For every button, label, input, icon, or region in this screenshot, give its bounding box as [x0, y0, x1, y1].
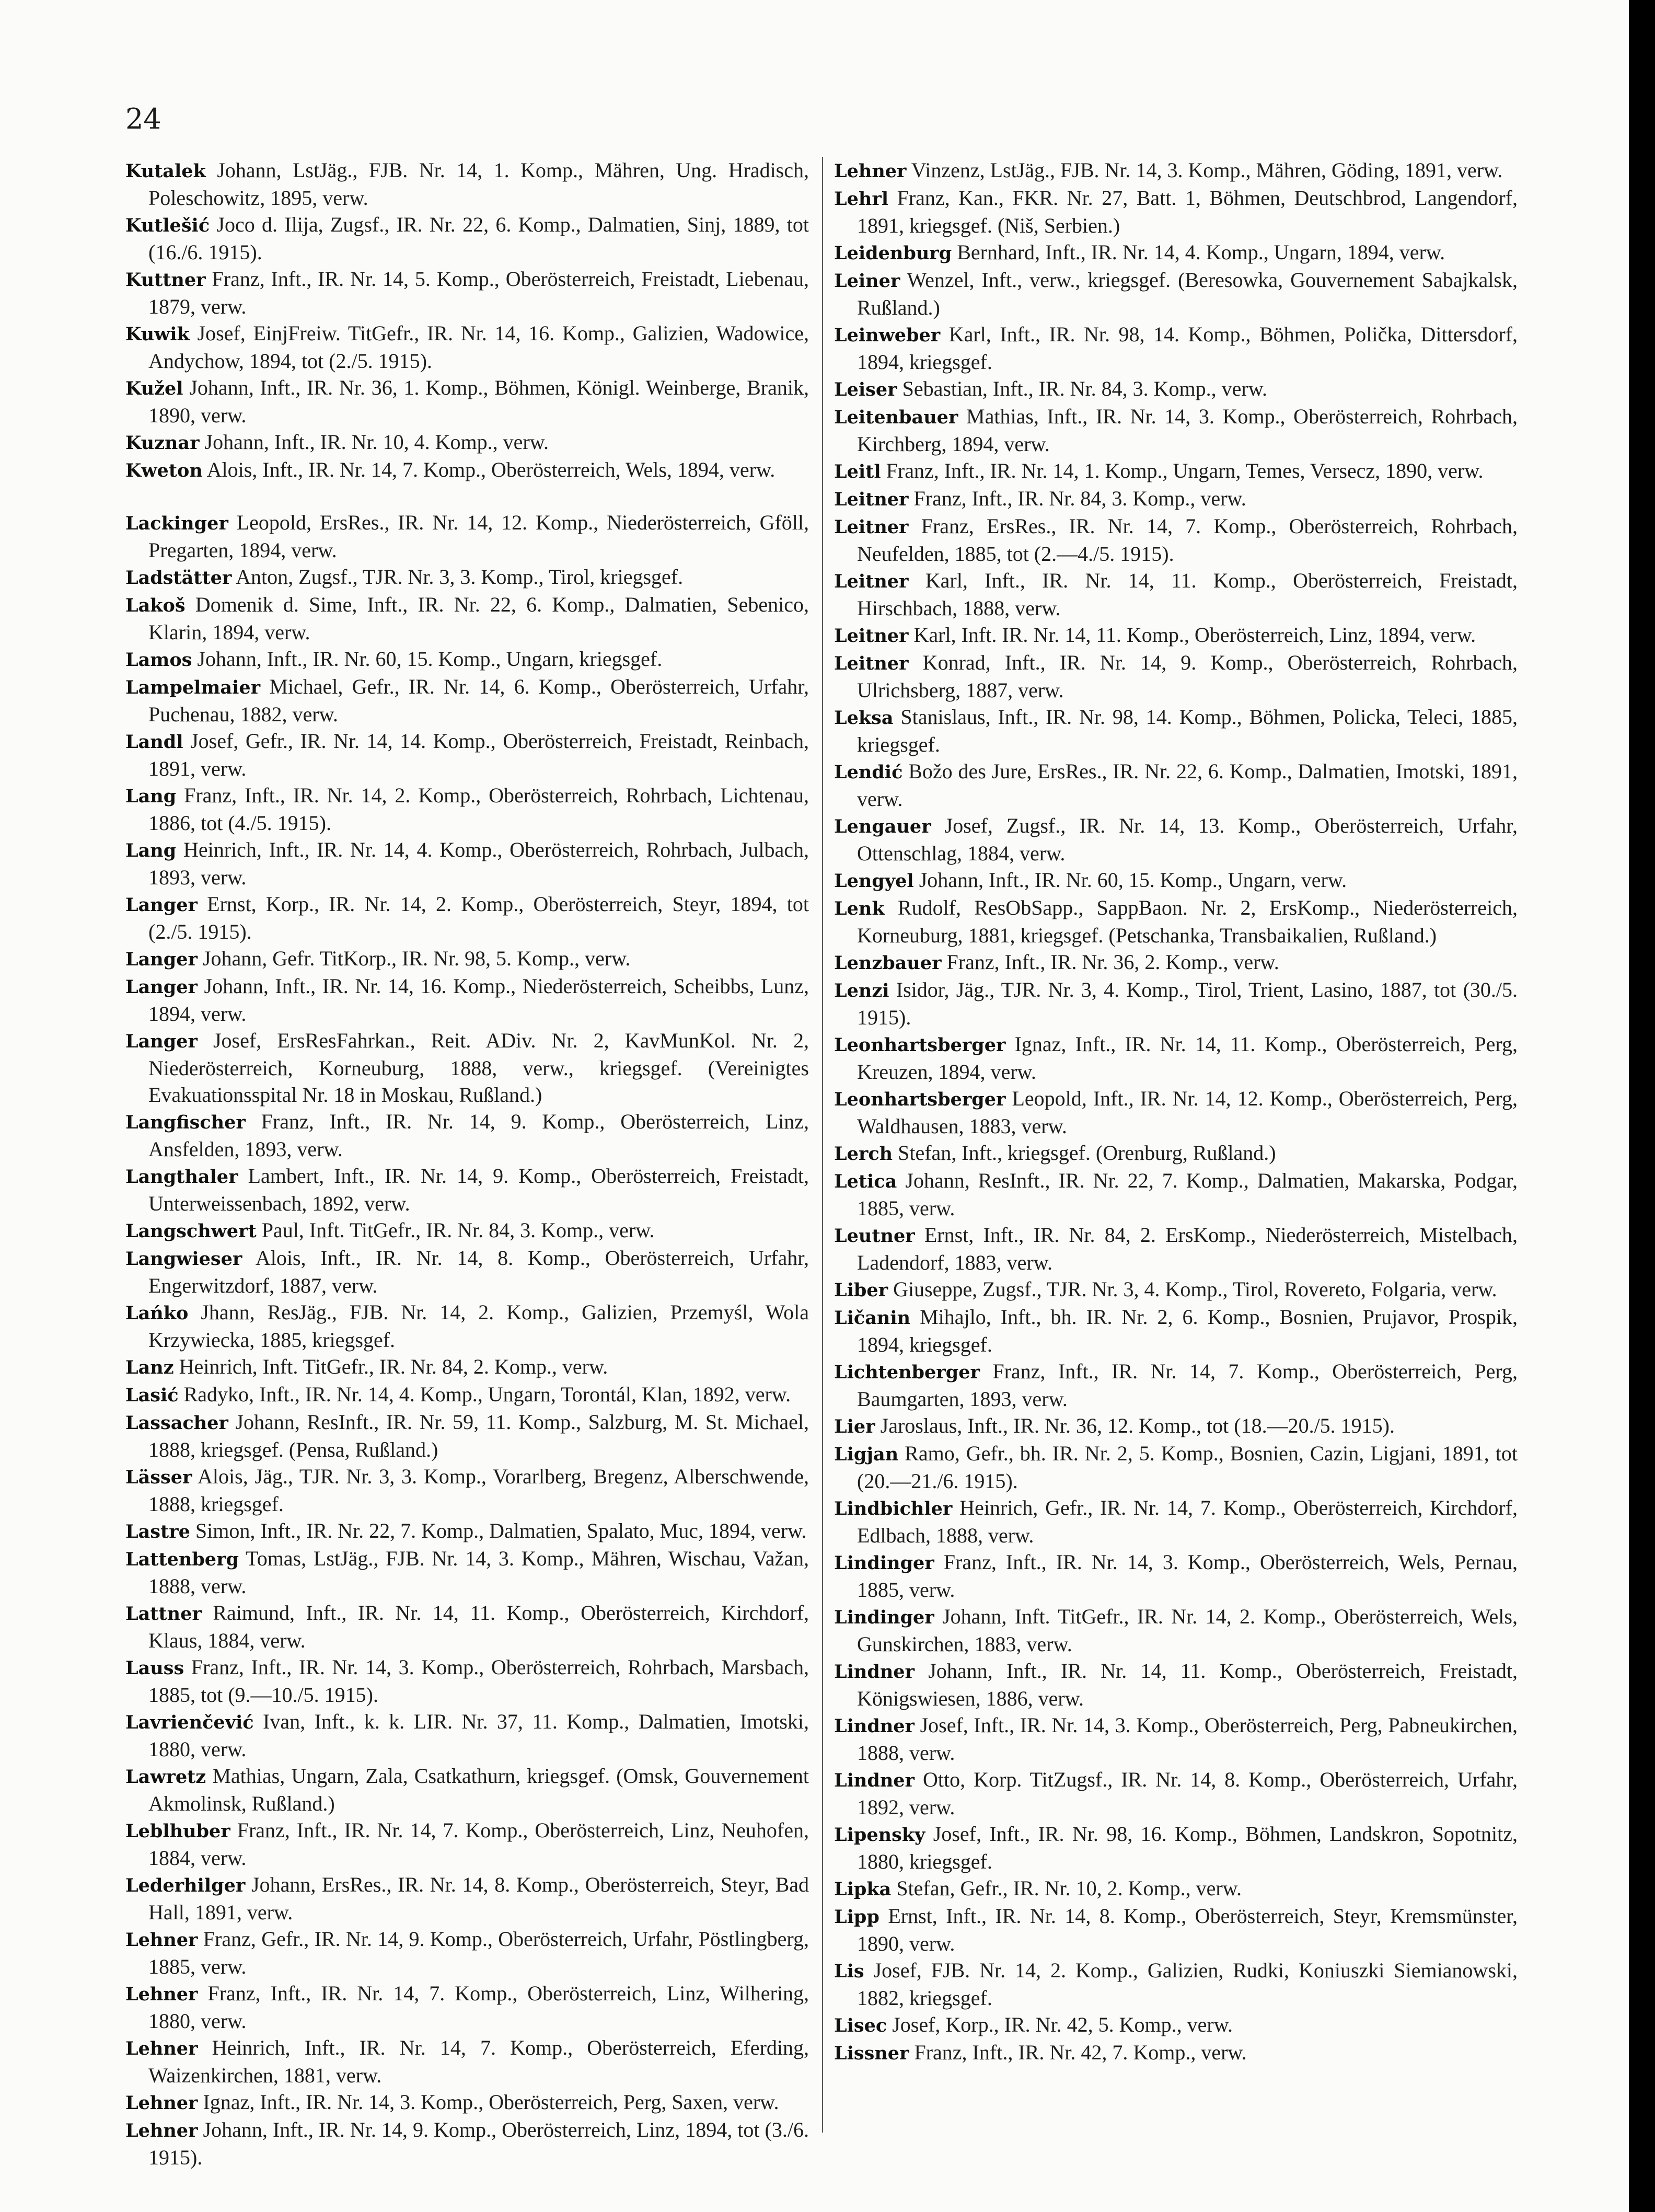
entry-details: Franz, Inft., IR. Nr. 14, 3. Komp., Oberösterreich, Rohrbach, Marsbach, 1885, tot (9.—10./5. 1915).	[148, 1655, 809, 1707]
entry-surname: Lindner	[834, 1661, 915, 1683]
entry-details: Karl, Inft., IR. Nr. 98, 14. Komp., Böhmen, Polička, Dittersdorf, 1894, kriegsgef.	[857, 322, 1518, 374]
entry-details: Lambert, Inft., IR. Nr. 14, 9. Komp., Oberösterreich, Freistadt, Unterweissenbach, 1892, verw.	[148, 1164, 809, 1215]
entry-surname: Lipp	[834, 1906, 879, 1928]
entry-details: Johann, Inft., IR. Nr. 14, 16. Komp., Niederösterreich, Scheibbs, Lunz, 1894, verw.	[148, 974, 809, 1026]
entry-details: Vinzenz, LstJäg., FJB. Nr. 14, 3. Komp., Mähren, Göding, 1891, verw.	[906, 158, 1503, 182]
entry-details: Franz, Inft., IR. Nr. 14, 7. Komp., Oberösterreich, Linz, Neuhofen, 1884, verw.	[148, 1818, 809, 1870]
entry-surname: Lindinger	[834, 1607, 934, 1628]
casualty-entry	[834, 758, 1518, 812]
casualty-entry	[125, 1817, 809, 1871]
entry-surname: Leblhuber	[125, 1821, 230, 1842]
entry-details: Michael, Gefr., IR. Nr. 14, 6. Komp., Oberösterreich, Urfahr, Puchenau, 1882, verw.	[148, 675, 809, 726]
casualty-entry	[125, 2034, 809, 2089]
casualty-entry	[125, 266, 809, 320]
entry-details: Jaroslaus, Inft., IR. Nr. 36, 12. Komp., tot (18.—20./5. 1915).	[875, 1414, 1395, 1437]
entry-surname: Kužel	[125, 378, 183, 399]
entry-details: Josef, ErsResFahrkan., Reit. ADiv. Nr. 2, KavMunKol. Nr. 2, Niederösterreich, Korneuburg, 1888, verw., kriegsgef. (Vereinigtes Evakuationsspital Nr. 18 in Moskau, Rußland.)	[148, 1029, 809, 1107]
entry-details: Johann, ResInft., IR. Nr. 22, 7. Komp., Dalmatien, Makarska, Podgar, 1885, verw.	[857, 1169, 1518, 1220]
entry-details: Franz, Inft., IR. Nr. 14, 3. Komp., Oberösterreich, Wels, Pernau, 1885, verw.	[857, 1550, 1518, 1602]
casualty-entry	[125, 1299, 809, 1353]
casualty-entry	[125, 945, 809, 973]
casualty-entry	[125, 1708, 809, 1762]
entry-details: Isidor, Jäg., TJR. Nr. 3, 4. Komp., Tirol, Trient, Lasino, 1887, tot (30./5. 1915).	[857, 978, 1518, 1029]
entry-surname: Langwieser	[125, 1248, 242, 1270]
entry-surname: Lisec	[834, 2015, 887, 2036]
entry-surname: Lier	[834, 1416, 875, 1437]
casualty-entry	[834, 1031, 1518, 1085]
entry-details: Josef, Korp., IR. Nr. 42, 5. Komp., verw.	[887, 2013, 1233, 2036]
casualty-entry	[125, 2089, 809, 2116]
entry-surname: Kutalek	[125, 160, 206, 182]
entry-surname: Lehner	[125, 2120, 198, 2141]
casualty-entry	[834, 1875, 1518, 1903]
entry-surname: Lis	[834, 1961, 864, 1982]
entry-details: Stanislaus, Inft., IR. Nr. 98, 14. Komp., Böhmen, Policka, Teleci, 1885, kriegsgef.	[857, 705, 1518, 756]
entry-surname: Lamos	[125, 649, 192, 671]
casualty-entry	[125, 211, 809, 266]
entry-surname: Lehner	[125, 2038, 198, 2059]
casualty-entry	[834, 1139, 1518, 1167]
casualty-entry	[125, 973, 809, 1027]
entry-surname: Lederhilger	[125, 1875, 246, 1896]
entry-surname: Leitner	[834, 653, 909, 674]
casualty-entry	[125, 1108, 809, 1162]
entry-surname: Leitner	[834, 625, 909, 647]
casualty-entry	[834, 1821, 1518, 1875]
entry-surname: Lindner	[834, 1770, 915, 1791]
entry-details: Josef, Inft., IR. Nr. 14, 3. Komp., Oberösterreich, Perg, Pabneukirchen, 1888, verw.	[857, 1713, 1518, 1765]
entry-details: Josef, Zugsf., IR. Nr. 14, 13. Komp., Oberösterreich, Urfahr, Ottenschlag, 1884, verw.	[857, 814, 1518, 865]
entry-surname: Lastre	[125, 1521, 190, 1542]
entry-surname: Langer	[125, 1031, 198, 1052]
entry-surname: Ligjan	[834, 1444, 899, 1465]
entry-details: Johann, Gefr. TitKorp., IR. Nr. 98, 5. Komp., verw.	[197, 947, 631, 970]
entry-surname: Langthaler	[125, 1166, 238, 1188]
entry-details: Ernst, Inft., IR. Nr. 14, 8. Komp., Oberösterreich, Steyr, Kremsmünster, 1890, verw.	[857, 1904, 1518, 1955]
casualty-entry	[125, 673, 809, 728]
casualty-entry	[125, 1217, 809, 1245]
entry-surname: Lenzi	[834, 980, 889, 1001]
casualty-entry	[834, 812, 1518, 867]
entry-details: Johann, Inft., IR. Nr. 14, 11. Komp., Oberösterreich, Freistadt, Königswiesen, 1886, verw.	[857, 1659, 1518, 1710]
casualty-entry	[834, 649, 1518, 704]
casualty-entry	[834, 949, 1518, 976]
entry-surname: Lehner	[834, 160, 907, 182]
entry-details: Johann, LstJäg., FJB. Nr. 14, 1. Komp., Mähren, Ung. Hradisch, Poleschowitz, 1895, verw.	[148, 158, 809, 210]
entry-details: Ignaz, Inft., IR. Nr. 14, 11. Komp., Oberösterreich, Perg, Kreuzen, 1894, verw.	[857, 1032, 1518, 1084]
casualty-entry	[834, 1549, 1518, 1603]
casualty-entry	[834, 267, 1518, 321]
casualty-entry	[834, 157, 1518, 185]
left-column	[125, 157, 809, 2171]
entry-details: Johann, Inft., IR. Nr. 60, 15. Komp., Ungarn, verw.	[913, 868, 1347, 892]
entry-surname: Lengyel	[834, 870, 914, 892]
entry-surname: Leksa	[834, 707, 894, 729]
entry-surname: Lissner	[834, 2043, 909, 2064]
casualty-entry	[834, 1957, 1518, 2011]
entry-details: Franz, Inft., IR. Nr. 14, 9. Komp., Oberösterreich, Linz, Ansfelden, 1893, verw.	[148, 1110, 809, 1161]
casualty-entry	[834, 1222, 1518, 1276]
entry-details: Alois, Jäg., TJR. Nr. 3, 3. Komp., Vorarlberg, Bregenz, Alberschwende, 1888, kriegsgef.	[148, 1465, 809, 1516]
entry-surname: Lenk	[834, 898, 885, 919]
entry-details: Wenzel, Inft., verw., kriegsgef. (Beresowka, Gouvernement Sabajkalsk, Rußland.)	[857, 268, 1518, 319]
entry-surname: Lehrl	[834, 188, 889, 210]
entry-surname: Lindinger	[834, 1552, 934, 1574]
casualty-entry	[834, 1440, 1518, 1494]
entry-surname: Lindner	[834, 1715, 915, 1737]
entry-details: Raimund, Inft., IR. Nr. 14, 11. Komp., Oberösterreich, Kirchdorf, Klaus, 1884, verw.	[148, 1601, 809, 1652]
entry-surname: Lerch	[834, 1143, 893, 1165]
entry-details: Rudolf, ResObSapp., SappBaon. Nr. 2, ErsKomp., Niederösterreich, Korneuburg, 1881, kriegsgef. (Petschanka, Transbaikalien, Rußland.)	[857, 896, 1518, 947]
entry-surname: Lichtenberger	[834, 1362, 980, 1383]
entry-surname: Kuttner	[125, 269, 206, 291]
entry-surname: Lengauer	[834, 816, 931, 837]
entry-surname: Leitner	[834, 489, 909, 510]
entry-details: Franz, Kan., FKR. Nr. 27, Batt. 1, Böhmen, Deutschbrod, Langendorf, 1891, kriegsgef. (Niš, Serbien.)	[857, 186, 1518, 237]
casualty-entry	[834, 1276, 1518, 1304]
entry-surname: Lavrienčević	[125, 1712, 254, 1733]
casualty-entry	[834, 621, 1518, 649]
casualty-entry	[125, 1545, 809, 1599]
casualty-entry	[125, 456, 809, 484]
casualty-entry	[125, 1162, 809, 1217]
casualty-entry	[834, 704, 1518, 758]
entry-details: Josef, Gefr., IR. Nr. 14, 14. Komp., Oberösterreich, Freistadt, Reinbach, 1891, verw.	[148, 729, 809, 780]
entry-surname: Lang	[125, 786, 177, 807]
entry-surname: Kutlešić	[125, 215, 210, 236]
casualty-entry	[125, 1517, 809, 1545]
casualty-entry	[125, 1353, 809, 1381]
entry-details: Konrad, Inft., IR. Nr. 14, 9. Komp., Oberösterreich, Rohrbach, Ulrichsberg, 1887, verw.	[857, 651, 1518, 702]
entry-details: Franz, Inft., IR. Nr. 36, 2. Komp., verw.	[941, 950, 1279, 974]
entry-surname: Leitner	[834, 571, 909, 592]
page-number: 24	[125, 102, 161, 135]
entry-details: Alois, Inft., IR. Nr. 14, 8. Komp., Oberösterreich, Urfahr, Engerwitzdorf, 1887, verw.	[148, 1246, 809, 1297]
entry-details: Franz, Inft., IR. Nr. 14, 2. Komp., Oberösterreich, Rohrbach, Lichtenau, 1886, tot (4./5. 1915).	[148, 784, 809, 835]
entry-details: Simon, Inft., IR. Nr. 22, 7. Komp., Dalmatien, Spalato, Muc, 1894, verw.	[190, 1519, 807, 1542]
entry-surname: Lasić	[125, 1385, 179, 1406]
scan-border	[1629, 0, 1655, 2212]
entry-details: Karl, Inft. IR. Nr. 14, 11. Komp., Oberösterreich, Linz, 1894, verw.	[908, 623, 1476, 647]
casualty-entry	[125, 728, 809, 782]
entry-surname: Langer	[125, 949, 198, 970]
entry-details: Karl, Inft., IR. Nr. 14, 11. Komp., Oberösterreich, Freistadt, Hirschbach, 1888, verw.	[857, 569, 1518, 620]
entry-details: Joco d. Ilija, Zugsf., IR. Nr. 22, 6. Komp., Dalmatien, Sinj, 1889, tot (16./6. 1915).	[148, 213, 809, 264]
casualty-entry	[125, 1409, 809, 1463]
casualty-entry	[125, 157, 809, 211]
entry-surname: Leinweber	[834, 325, 941, 346]
column-divider	[822, 157, 823, 2133]
casualty-entry	[834, 375, 1518, 403]
casualty-entry	[125, 1027, 809, 1108]
entry-details: Johann, Inft., IR. Nr. 36, 1. Komp., Böhmen, Königl. Weinberge, Branik, 1890, verw.	[148, 376, 809, 427]
casualty-entry	[125, 1654, 809, 1708]
entry-surname: Leiner	[834, 270, 900, 292]
entry-surname: Lindbichler	[834, 1498, 953, 1519]
casualty-entry	[125, 1762, 809, 1817]
casualty-entry	[834, 976, 1518, 1031]
casualty-entry	[125, 1926, 809, 1980]
entry-surname: Lendić	[834, 762, 903, 783]
entry-surname: Lehner	[125, 1929, 198, 1951]
entry-surname: Langfischer	[125, 1112, 246, 1133]
entry-details: Johann, ResInft., IR. Nr. 59, 11. Komp., Salzburg, M. St. Michael, 1888, kriegsgef. (Pensa, Rußland.)	[148, 1410, 809, 1461]
entry-surname: Lawretz	[125, 1766, 206, 1788]
entry-surname: Lehner	[125, 2092, 198, 2114]
entry-details: Johann, Inft. TitGefr., IR. Nr. 14, 2. Komp., Oberösterreich, Wels, Gunskirchen, 1883, verw.	[857, 1605, 1518, 1656]
casualty-entry	[834, 1412, 1518, 1440]
entry-surname: Lehner	[125, 1984, 198, 2005]
entry-surname: Lattenberg	[125, 1549, 239, 1570]
casualty-entry	[834, 185, 1518, 239]
casualty-entry	[125, 563, 809, 591]
entry-details: Franz, Inft., IR. Nr. 84, 3. Komp., verw.	[908, 487, 1246, 510]
casualty-entry	[834, 2039, 1518, 2067]
entry-details: Ivan, Inft., k. k. LIR. Nr. 37, 11. Komp., Dalmatien, Imotski, 1880, verw.	[148, 1710, 809, 1761]
entry-details: Mathias, Inft., IR. Nr. 14, 3. Komp., Oberösterreich, Rohrbach, Kirchberg, 1894, verw.	[857, 405, 1518, 456]
casualty-entry	[834, 1167, 1518, 1222]
entry-details: Franz, Inft., IR. Nr. 14, 7. Komp., Oberösterreich, Perg, Baumgarten, 1893, verw.	[857, 1360, 1518, 1411]
entry-details: Josef, EinjFreiw. TitGefr., IR. Nr. 14, 16. Komp., Galizien, Wadowice, Andychow, 1894, tot (2./5. 1915).	[148, 321, 809, 373]
entry-details: Bernhard, Inft., IR. Nr. 14, 4. Komp., Ungarn, 1894, verw.	[952, 240, 1445, 264]
casualty-entry	[834, 1603, 1518, 1657]
entry-details: Stefan, Inft., kriegsgef. (Orenburg, Rußland.)	[893, 1141, 1276, 1165]
entry-details: Leopold, ErsRes., IR. Nr. 14, 12. Komp., Niederösterreich, Gföll, Pregarten, 1894, verw.	[148, 511, 809, 562]
casualty-entry	[125, 1463, 809, 1517]
entry-surname: Lipensky	[834, 1824, 925, 1846]
casualty-entry	[125, 836, 809, 891]
entry-details: Mihajlo, Inft., bh. IR. Nr. 2, 6. Komp., Bosnien, Prujavor, Prospik, 1894, kriegsgef.	[857, 1305, 1518, 1356]
casualty-entry	[834, 894, 1518, 949]
entry-details: Heinrich, Gefr., IR. Nr. 14, 7. Komp., Oberösterreich, Kirchdorf, Edlbach, 1888, verw.	[857, 1496, 1518, 1547]
entry-surname: Kweton	[125, 460, 203, 481]
casualty-entry	[834, 567, 1518, 621]
casualty-entry	[834, 485, 1518, 513]
entry-details: Alois, Inft., IR. Nr. 14, 7. Komp., Oberösterreich, Wels, 1894, verw.	[202, 458, 776, 481]
casualty-entry	[125, 509, 809, 563]
casualty-entry	[834, 1085, 1518, 1139]
entry-surname: Lampelmaier	[125, 677, 261, 698]
casualty-entry	[834, 1358, 1518, 1412]
entry-surname: Leidenburg	[834, 243, 952, 264]
entry-details: Josef, Inft., IR. Nr. 98, 16. Komp., Böhmen, Landskron, Sopotnitz, 1880, kriegsgef.	[857, 1822, 1518, 1873]
entry-surname: Lenzbauer	[834, 952, 942, 974]
casualty-entry	[125, 1599, 809, 1654]
entry-details: Otto, Korp. TitZugsf., IR. Nr. 14, 8. Komp., Oberösterreich, Urfahr, 1892, verw.	[857, 1768, 1518, 1819]
casualty-entry	[834, 2011, 1518, 2039]
casualty-entry	[125, 782, 809, 836]
entry-details: Domenik d. Sime, Inft., IR. Nr. 22, 6. Komp., Dalmatien, Sebenico, Klarin, 1894, verw.	[148, 593, 809, 644]
entry-details: Franz, Gefr., IR. Nr. 14, 9. Komp., Oberösterreich, Urfahr, Pöstlingberg, 1885, verw.	[148, 1927, 809, 1978]
entry-details: Leopold, Inft., IR. Nr. 14, 12. Komp., Oberösterreich, Perg, Waldhausen, 1883, verw.	[857, 1087, 1518, 1138]
casualty-entry	[125, 320, 809, 374]
entry-surname: Lassacher	[125, 1412, 228, 1434]
casualty-entry	[125, 1245, 809, 1299]
casualty-entry	[125, 374, 809, 429]
entry-details: Franz, Inft., IR. Nr. 42, 7. Komp., verw.	[909, 2041, 1247, 2064]
entry-details: Heinrich, Inft. TitGefr., IR. Nr. 84, 2. Komp., verw.	[173, 1355, 608, 1378]
entry-surname: Lattner	[125, 1603, 202, 1625]
entry-details: Franz, ErsRes., IR. Nr. 14, 7. Komp., Oberösterreich, Rohrbach, Neufelden, 1885, tot (2.—4./5. 1915).	[857, 514, 1518, 566]
entry-surname: Leonhartsberger	[834, 1089, 1006, 1110]
casualty-entry	[834, 513, 1518, 567]
entry-surname: Kuznar	[125, 432, 200, 454]
entry-surname: Lauss	[125, 1657, 184, 1679]
entry-details: Božo des Jure, ErsRes., IR. Nr. 22, 6. Komp., Dalmatien, Imotski, 1891, verw.	[857, 759, 1518, 811]
entry-surname: Lackinger	[125, 513, 228, 534]
entry-details: Paul, Inft. TitGefr., IR. Nr. 84, 3. Komp., verw.	[256, 1218, 655, 1242]
entry-surname: Leitl	[834, 461, 881, 482]
entry-details: Ernst, Inft., IR. Nr. 84, 2. ErsKomp., Niederösterreich, Mistelbach, Ladendorf, 1883, verw.	[857, 1223, 1518, 1274]
entry-surname: Lańko	[125, 1303, 189, 1324]
casualty-entry	[125, 891, 809, 945]
entry-details: Radyko, Inft., IR. Nr. 14, 4. Komp., Ungarn, Torontál, Klan, 1892, verw.	[178, 1382, 791, 1406]
entry-details: Heinrich, Inft., IR. Nr. 14, 7. Komp., Oberösterreich, Eferding, Waizenkirchen, 1881, verw.	[148, 2036, 809, 2087]
letter-section-gap	[125, 484, 809, 509]
entry-details: Franz, Inft., IR. Nr. 14, 5. Komp., Oberösterreich, Freistadt, Liebenau, 1879, verw.	[148, 267, 809, 318]
casualty-entry	[125, 2116, 809, 2171]
casualty-entry	[834, 403, 1518, 457]
casualty-entry	[834, 867, 1518, 894]
entry-details: Tomas, LstJäg., FJB. Nr. 14, 3. Komp., Mähren, Wischau, Važan, 1888, verw.	[148, 1547, 809, 1598]
casualty-entry	[834, 1304, 1518, 1358]
casualty-entry	[125, 1871, 809, 1926]
entry-surname: Leitenbauer	[834, 407, 958, 428]
entry-surname: Leiser	[834, 379, 897, 400]
entry-surname: Ladstätter	[125, 567, 232, 589]
entry-surname: Letica	[834, 1171, 897, 1192]
entry-details: Franz, Inft., IR. Nr. 14, 1. Komp., Ungarn, Temes, Versecz, 1890, verw.	[881, 459, 1484, 482]
casualty-entry	[834, 1903, 1518, 1957]
entry-details: Johann, Inft., IR. Nr. 14, 9. Komp., Oberösterreich, Linz, 1894, tot (3./6. 1915).	[148, 2118, 809, 2169]
entry-surname: Lanz	[125, 1357, 174, 1378]
casualty-entry	[834, 1766, 1518, 1821]
casualty-entry	[834, 1494, 1518, 1549]
entry-surname: Langer	[125, 976, 198, 998]
entry-details: Josef, FJB. Nr. 14, 2. Komp., Galizien, Rudki, Koniuszki Siemianowski, 1882, kriegsgef.	[857, 1958, 1518, 2010]
entry-details: Sebastian, Inft., IR. Nr. 84, 3. Komp., verw.	[897, 377, 1268, 400]
entry-surname: Kuwik	[125, 324, 190, 345]
casualty-entry	[834, 239, 1518, 267]
entry-details: Johann, ErsRes., IR. Nr. 14, 8. Komp., Oberösterreich, Steyr, Bad Hall, 1891, verw.	[148, 1873, 809, 1924]
entry-surname: Liber	[834, 1280, 888, 1301]
entry-surname: Lässer	[125, 1467, 192, 1488]
entry-surname: Leutner	[834, 1225, 915, 1247]
entry-details: Stefan, Gefr., IR. Nr. 10, 2. Komp., verw.	[891, 1876, 1242, 1900]
entry-details: Jhann, ResJäg., FJB. Nr. 14, 2. Komp., Galizien, Przemyśl, Wola Krzywiecka, 1885, kriegsgef.	[148, 1300, 809, 1352]
entry-surname: Lakoš	[125, 595, 186, 616]
entry-details: Johann, Inft., IR. Nr. 10, 4. Komp., verw.	[199, 430, 549, 454]
entry-surname: Landl	[125, 731, 183, 753]
casualty-entry	[125, 1381, 809, 1409]
entry-details: Ignaz, Inft., IR. Nr. 14, 3. Komp., Oberösterreich, Perg, Saxen, verw.	[198, 2090, 779, 2114]
casualty-entry	[125, 646, 809, 673]
entry-surname: Langschwert	[125, 1220, 257, 1242]
entry-surname: Ličanin	[834, 1307, 911, 1329]
casualty-entry	[125, 1980, 809, 2034]
entry-surname: Langer	[125, 894, 198, 916]
entry-details: Ernst, Korp., IR. Nr. 14, 2. Komp., Oberösterreich, Steyr, 1894, tot (2./5. 1915).	[148, 892, 809, 943]
casualty-entry	[834, 457, 1518, 485]
entry-details: Anton, Zugsf., TJR. Nr. 3, 3. Komp., Tirol, kriegsgef.	[232, 565, 684, 589]
entry-details: Franz, Inft., IR. Nr. 14, 7. Komp., Oberösterreich, Linz, Wilhering, 1880, verw.	[148, 1981, 809, 2033]
entry-details: Giuseppe, Zugsf., TJR. Nr. 3, 4. Komp., Tirol, Rovereto, Folgaria, verw.	[888, 1277, 1497, 1301]
entry-details: Mathias, Ungarn, Zala, Csatkathurn, kriegsgef. (Omsk, Gouvernement Akmolinsk, Rußland.)	[148, 1764, 809, 1815]
casualty-entry	[834, 1657, 1518, 1712]
casualty-entry	[834, 321, 1518, 375]
entry-surname: Leitner	[834, 516, 909, 538]
casualty-entry	[125, 429, 809, 456]
entry-details: Ramo, Gefr., bh. IR. Nr. 2, 5. Komp., Bosnien, Cazin, Ligjani, 1891, tot (20.—21./6. 1915).	[857, 1442, 1518, 1493]
entry-surname: Lang	[125, 840, 177, 861]
right-column	[834, 157, 1518, 2067]
casualty-entry	[125, 591, 809, 646]
entry-surname: Lipka	[834, 1879, 892, 1900]
entry-surname: Leonhartsberger	[834, 1034, 1006, 1056]
casualty-entry	[834, 1712, 1518, 1766]
entry-details: Heinrich, Inft., IR. Nr. 14, 4. Komp., Oberösterreich, Rohrbach, Julbach, 1893, verw.	[148, 838, 809, 889]
entry-details: Johann, Inft., IR. Nr. 60, 15. Komp., Ungarn, kriegsgef.	[192, 647, 663, 671]
